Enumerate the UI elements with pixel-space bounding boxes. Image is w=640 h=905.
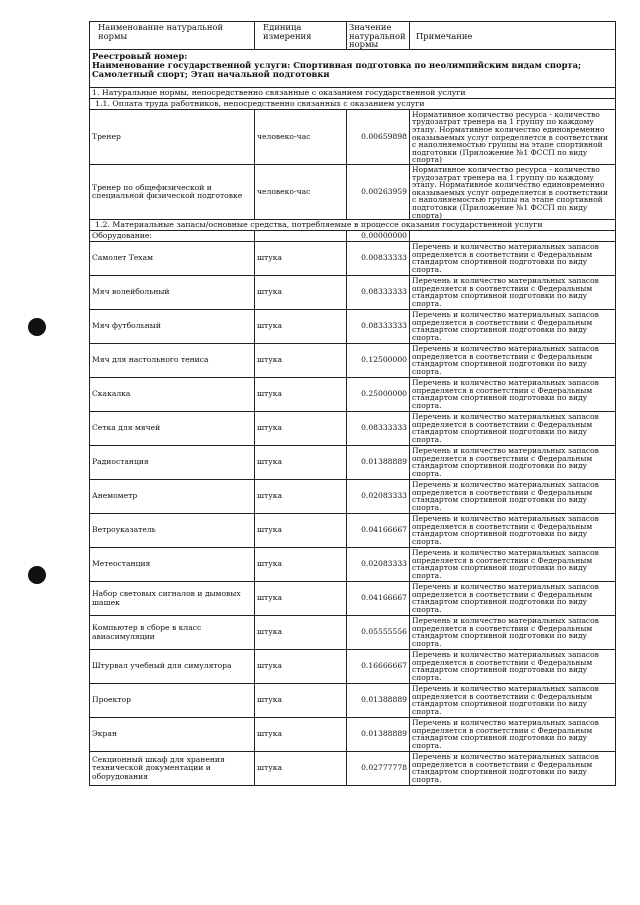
equipment-unit: штука [255, 412, 347, 446]
equipment-row [90, 752, 616, 786]
equipment-value: 0.08333333 [347, 412, 410, 446]
equipment-unit: штука [255, 582, 347, 616]
equipment-note: Перечень и количество материальных запасов определяется в соответствии с Федеральным стандартом спортивной подготовки по виду спорта. [410, 548, 616, 582]
header-note: Примечание [410, 22, 616, 50]
equipment-row [90, 480, 616, 514]
labor-unit: человеко-час [255, 164, 347, 219]
section-row [90, 220, 616, 231]
equipment-note: Перечень и количество материальных запасов определяется в соответствии с Федеральным стандартом спортивной подготовки по виду спорта. [410, 616, 616, 650]
equipment-row [90, 344, 616, 378]
equipment-row [90, 684, 616, 718]
equipment-name: Анемометр [90, 480, 255, 514]
equipment-name: Штурвал учебный для симулятора [90, 650, 255, 684]
equipment-note: Перечень и количество материальных запасов определяется в соответствии с Федеральным стандартом спортивной подготовки по виду спорта. [410, 242, 616, 276]
equipment-row [90, 718, 616, 752]
equipment-unit: штука [255, 548, 347, 582]
equipment-note: Перечень и количество материальных запасов определяется в соответствии с Федеральным стандартом спортивной подготовки по виду спорта. [410, 480, 616, 514]
equipment-value: 0.01388889 [347, 446, 410, 480]
equipment-unit: штука [255, 752, 347, 786]
equipment-note: Перечень и количество материальных запасов определяется в соответствии с Федеральным стандартом спортивной подготовки по виду спорта. [410, 310, 616, 344]
section-1-title: 1. Натуральные нормы, непосредственно связанные с оказанием государственной услуги [90, 87, 616, 98]
equipment-name: Скакалка [90, 378, 255, 412]
table-header-row [90, 22, 616, 50]
equipment-name: Секционный шкаф для хранения технической документации и оборудования [90, 752, 255, 786]
equipment-row [90, 412, 616, 446]
equipment-note: Перечень и количество материальных запасов определяется в соответствии с Федеральным стандартом спортивной подготовки по виду спорта. [410, 718, 616, 752]
section-1-2-title: 1.2. Материальные запасы/основные средства, потребляемые в процессе оказания государственной услуги [90, 220, 616, 231]
equipment-note: Перечень и количество материальных запасов определяется в соответствии с Федеральным стандартом спортивной подготовки по виду спорта. [410, 344, 616, 378]
labor-row [90, 109, 616, 164]
equipment-name: Самолет Техам [90, 242, 255, 276]
equipment-label: Оборудование: [90, 231, 255, 242]
equipment-value: 0.08333333 [347, 276, 410, 310]
equipment-unit: штука [255, 718, 347, 752]
labor-unit: человеко-час [255, 109, 347, 164]
equipment-name: Ветроуказатель [90, 514, 255, 548]
header-value: Значение натуральной нормы [347, 22, 410, 50]
equipment-unit: штука [255, 616, 347, 650]
equipment-name: Мяч для настольного тениса [90, 344, 255, 378]
equipment-value: 0.02083333 [347, 548, 410, 582]
equipment-value: 0.05555556 [347, 616, 410, 650]
equipment-name: Проектор [90, 684, 255, 718]
equipment-row [90, 514, 616, 548]
equipment-row [90, 548, 616, 582]
equipment-unit: штука [255, 310, 347, 344]
service-name: Наименование государственной услуги: Спортивная подготовка по неолимпийским видам спорта; Самолетный спорт; Этап начальной подготовки [92, 59, 582, 79]
equipment-note: Перечень и количество материальных запасов определяется в соответствии с Федеральным стандартом спортивной подготовки по виду спорта. [410, 378, 616, 412]
equipment-note: Перечень и количество материальных запасов определяется в соответствии с Федеральным стандартом спортивной подготовки по виду спорта. [410, 446, 616, 480]
equipment-unit: штука [255, 344, 347, 378]
registry-number: Реестровый номер: [92, 50, 188, 61]
equipment-note: Перечень и количество материальных запасов определяется в соответствии с Федеральным стандартом спортивной подготовки по виду спорта. [410, 582, 616, 616]
registry-cell [90, 49, 616, 87]
labor-name: Тренер по общефизической и специальной физической подготовке [90, 164, 255, 219]
equipment-name: Метеостанция [90, 548, 255, 582]
equipment-note: Перечень и количество материальных запасов определяется в соответствии с Федеральным стандартом спортивной подготовки по виду спорта. [410, 412, 616, 446]
equipment-note: Перечень и количество материальных запасов определяется в соответствии с Федеральным стандартом спортивной подготовки по виду спорта. [410, 514, 616, 548]
equipment-total-value: 0.00000000 [347, 231, 410, 242]
equipment-value: 0.01388889 [347, 718, 410, 752]
equipment-value: 0.02777778 [347, 752, 410, 786]
registry-row [90, 49, 616, 87]
equipment-row [90, 650, 616, 684]
header-name: Наименование натуральной нормы [90, 22, 255, 50]
equipment-note-empty [410, 231, 616, 242]
equipment-unit: штука [255, 242, 347, 276]
equipment-name: Сетка для мячей [90, 412, 255, 446]
equipment-unit: штука [255, 684, 347, 718]
equipment-row [90, 378, 616, 412]
labor-name: Тренер [90, 109, 255, 164]
equipment-unit-empty [255, 231, 347, 242]
labor-note: Нормативное количество ресурса - количество трудозатрат тренера на 1 группу по каждому этапу. Нормативное количество единовременно оказываемых услуг определяется в соответствии с наполняемостью группы на этапе спортивной подготовки (Приложение №1 ФССП по виду спорта) [410, 109, 616, 164]
header-unit: Единица измерения [255, 22, 347, 50]
equipment-value: 0.04166667 [347, 514, 410, 548]
equipment-unit: штука [255, 276, 347, 310]
equipment-unit: штука [255, 378, 347, 412]
equipment-header-row [90, 231, 616, 242]
equipment-value: 0.00833333 [347, 242, 410, 276]
equipment-note: Перечень и количество материальных запасов определяется в соответствии с Федеральным стандартом спортивной подготовки по виду спорта. [410, 650, 616, 684]
equipment-row [90, 582, 616, 616]
equipment-value: 0.12500000 [347, 344, 410, 378]
equipment-unit: штука [255, 514, 347, 548]
equipment-name: Набор световых сигналов и дымовых шашек [90, 582, 255, 616]
section-row [90, 87, 616, 98]
punch-hole-top [28, 318, 46, 336]
section-1-1-title: 1.1. Оплата труда работников, непосредственно связанных с оказанием услуги [90, 98, 616, 109]
equipment-value: 0.16666667 [347, 650, 410, 684]
punch-hole-bottom [28, 566, 46, 584]
labor-value: 0.00263959 [347, 164, 410, 219]
equipment-note: Перечень и количество материальных запасов определяется в соответствии с Федеральным стандартом спортивной подготовки по виду спорта. [410, 276, 616, 310]
equipment-unit: штука [255, 650, 347, 684]
equipment-row [90, 242, 616, 276]
equipment-name: Радиостанция [90, 446, 255, 480]
equipment-note: Перечень и количество материальных запасов определяется в соответствии с Федеральным стандартом спортивной подготовки по виду спорта. [410, 752, 616, 786]
equipment-note: Перечень и количество материальных запасов определяется в соответствии с Федеральным стандартом спортивной подготовки по виду спорта. [410, 684, 616, 718]
labor-row [90, 164, 616, 219]
equipment-value: 0.02083333 [347, 480, 410, 514]
equipment-row [90, 276, 616, 310]
equipment-row [90, 616, 616, 650]
equipment-value: 0.01388889 [347, 684, 410, 718]
equipment-name: Компьютер в сборе в класс авиасимуляции [90, 616, 255, 650]
equipment-unit: штука [255, 446, 347, 480]
section-row [90, 98, 616, 109]
equipment-name: Экран [90, 718, 255, 752]
equipment-value: 0.25000000 [347, 378, 410, 412]
labor-value: 0.00659898 [347, 109, 410, 164]
equipment-value: 0.08333333 [347, 310, 410, 344]
equipment-value: 0.04166667 [347, 582, 410, 616]
equipment-name: Мяч волейбольный [90, 276, 255, 310]
norms-table [89, 21, 616, 786]
equipment-row [90, 446, 616, 480]
equipment-unit: штука [255, 480, 347, 514]
labor-note: Нормативное количество ресурса - количество трудозатрат тренера на 1 группу по каждому этапу. Нормативное количество единовременно оказываемых услуг определяется в соответствии с наполняемостью группы на этапе спортивной подготовки (Приложение №1 ФССП по виду спорта) [410, 164, 616, 219]
equipment-row [90, 310, 616, 344]
equipment-name: Мяч футбольный [90, 310, 255, 344]
